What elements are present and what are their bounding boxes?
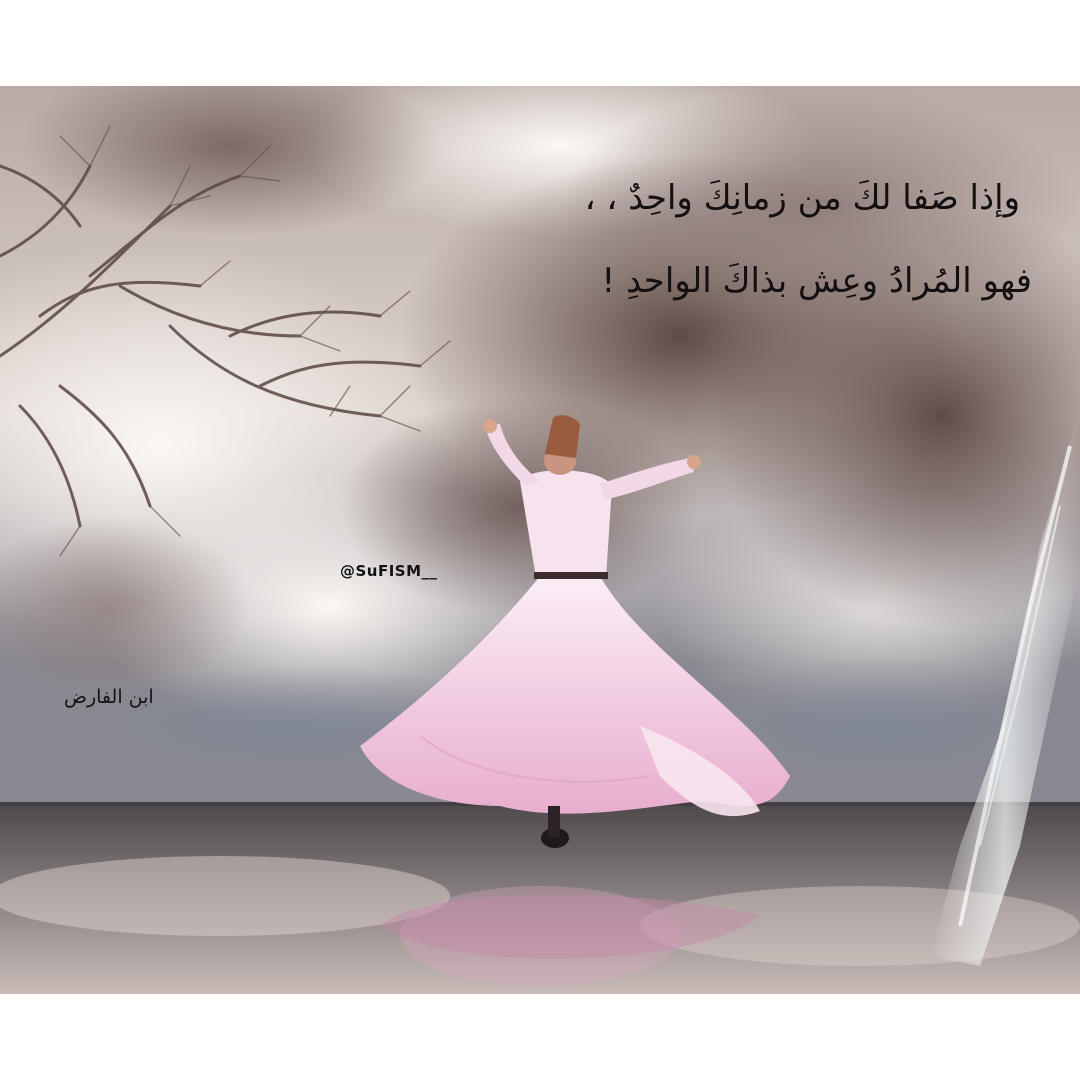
- author-signature: ابن الفارض: [64, 686, 154, 708]
- photo-scene: [0, 86, 1080, 994]
- watermark-handle: @SuFISM__: [340, 562, 438, 580]
- poem-line-2: فهو المُرادُ وعِش بذاكَ الواحدِ !: [601, 261, 1032, 301]
- poem-line-1: وإذا صَفا لكَ من زمانِكَ واحِدٌ ، ،: [584, 178, 1020, 218]
- whirling-dervish-image: [0, 86, 1080, 994]
